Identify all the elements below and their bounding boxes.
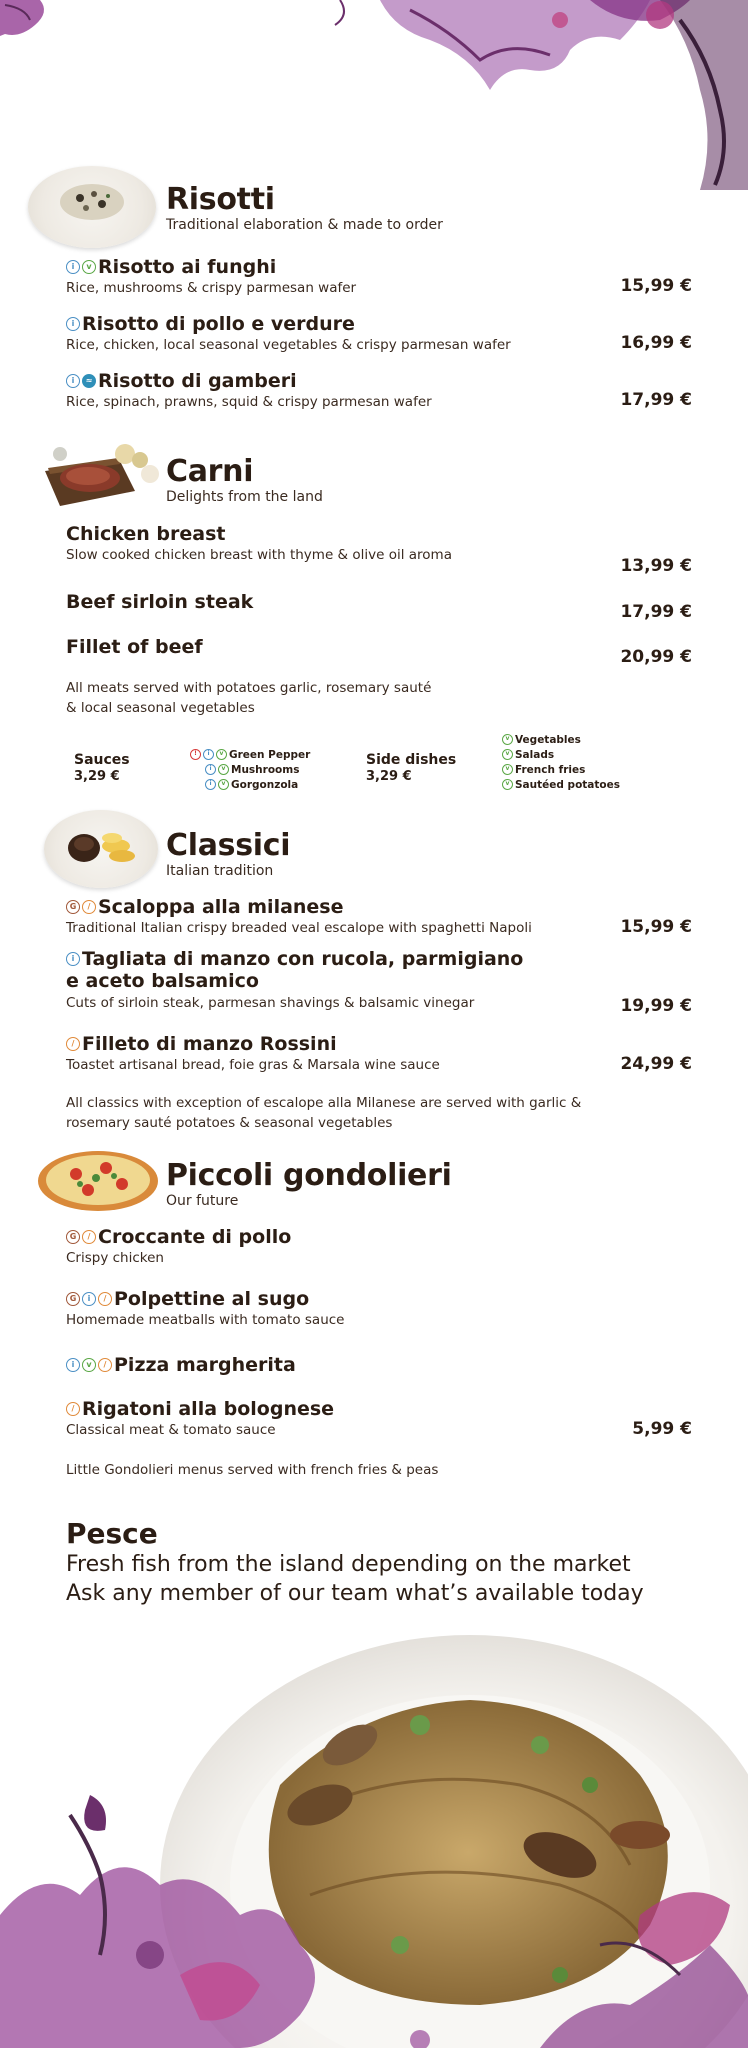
floral-decoration-top-left [0,0,60,45]
side-dishes-price: 3,29 € [366,769,412,784]
section-title-carni: Carni [166,454,254,489]
fish-dish-image [0,1615,748,2048]
vegetarian-icon: v [502,734,513,745]
note-line: All meats served with potatoes garlic, rosemary sauté [66,680,432,696]
side-item [502,747,620,762]
dairy-icon: i [82,1292,96,1306]
menu-item-fillet-beef: Fillet of beef [66,636,203,658]
section-title-risotti: Risotti [166,182,275,217]
section-title-classici: Classici [166,828,291,863]
vegetarian-icon: v [502,779,513,790]
carni-note [66,678,431,718]
side-item [502,762,620,777]
menu-item-beef-sirloin: Beef sirloin steak [66,591,254,613]
sauces-price: 3,29 € [74,769,120,784]
section-subtitle-carni: Delights from the land [166,489,323,505]
item-description: Classical meat & tomato sauce [66,1422,276,1438]
item-name: Croccante di pollo [98,1226,292,1248]
item-name-continued: e aceto balsamico [66,970,259,992]
pizza-image [36,1148,160,1214]
item-name: Risotto di pollo e verdure [82,313,355,335]
menu-item-tagliata [66,948,523,970]
section-subtitle-piccoli: Our future [166,1193,239,1209]
side-item [502,732,620,747]
item-price: 16,99 € [620,333,692,353]
note-line: rosemary sauté potatoes & seasonal vegetables [66,1115,393,1131]
menu-item-risotto-pollo [66,313,355,335]
sauce-item [190,747,310,762]
item-price: 24,99 € [620,1054,692,1074]
menu-item-risotto-funghi [66,256,276,278]
menu-item-risotto-gamberi [66,370,297,392]
side-item [502,777,620,792]
item-price: 20,99 € [620,647,692,667]
egg-icon: / [66,1037,80,1051]
pesce-line-2: Ask any member of our team what’s available today [66,1581,644,1606]
sauces-label: Sauces [74,752,130,768]
sauce-name: Gorgonzola [231,778,299,791]
classici-dish-image [44,810,158,888]
dairy-icon: i [205,764,216,775]
pesce-line-1: Fresh fish from the island depending on the market [66,1552,631,1577]
spicy-icon: ! [190,749,201,760]
item-description: Homemade meatballs with tomato sauce [66,1312,345,1328]
item-name: Risotto ai funghi [98,256,277,278]
menu-item-pizza-margherita [66,1354,296,1376]
gluten-icon: G [66,1230,80,1244]
item-price: 17,99 € [620,602,692,622]
steak-dish-image [40,436,166,516]
seafood-icon: ≈ [82,374,96,388]
item-price: 15,99 € [620,917,692,937]
sauce-item [190,762,310,777]
item-price: 19,99 € [620,996,692,1016]
piccoli-note: Little Gondolieri menus served with french fries & peas [66,1462,439,1478]
egg-icon: / [82,1230,96,1244]
item-name: Tagliata di manzo con rucola, parmigiano [82,948,524,970]
dairy-icon: i [205,779,216,790]
side-name: Salads [515,748,555,761]
note-line: All classics with exception of escalope alla Milanese are served with garlic & [66,1095,582,1111]
section-title-piccoli: Piccoli gondolieri [166,1158,452,1193]
item-price: 13,99 € [620,556,692,576]
item-price: 5,99 € [632,1419,692,1439]
floral-decoration-top-right [320,0,748,200]
dairy-icon: i [66,317,80,331]
vegetarian-icon: v [502,749,513,760]
item-description: Rice, mushrooms & crispy parmesan wafer [66,280,357,296]
egg-icon: / [98,1358,112,1372]
gluten-icon: G [66,900,80,914]
section-title-pesce: Pesce [66,1517,158,1550]
item-name: Pizza margherita [114,1354,296,1376]
menu-item-croccante [66,1226,291,1248]
menu-item-rigatoni [66,1398,334,1420]
item-description: Toastet artisanal bread, foie gras & Marsala wine sauce [66,1057,440,1073]
menu-item-filleto-rossini [66,1033,337,1055]
vegetarian-icon: v [82,260,96,274]
note-line: & local seasonal vegetables [66,700,255,716]
item-description: Traditional Italian crispy breaded veal escalope with spaghetti Napoli [66,920,532,936]
item-description: Rice, spinach, prawns, squid & crispy parmesan wafer [66,394,432,410]
sauces-list [190,747,310,792]
egg-icon: / [66,1402,80,1416]
vegetarian-icon: v [218,764,229,775]
item-description: Rice, chicken, local seasonal vegetables & crispy parmesan wafer [66,337,511,353]
item-name: Rigatoni alla bolognese [82,1398,335,1420]
section-subtitle-risotti: Traditional elaboration & made to order [166,217,443,233]
vegetarian-icon: v [502,764,513,775]
item-description: Slow cooked chicken breast with thyme & olive oil aroma [66,547,452,563]
side-name: Sautéed potatoes [515,778,620,791]
dairy-icon: i [203,749,214,760]
side-dishes-label: Side dishes [366,752,457,768]
dairy-icon: i [66,260,80,274]
side-name: Vegetables [515,733,581,746]
item-name: Scaloppa alla milanese [98,896,344,918]
menu-item-scaloppa [66,896,344,918]
egg-icon: / [82,900,96,914]
vegetarian-icon: v [218,779,229,790]
classici-note [66,1093,581,1133]
menu-item-polpettine [66,1288,309,1310]
item-description: Crispy chicken [66,1250,164,1266]
dairy-icon: i [66,374,80,388]
dairy-icon: i [66,952,80,966]
vegetarian-icon: v [216,749,227,760]
item-name: Polpettine al sugo [114,1288,310,1310]
gluten-icon: G [66,1292,80,1306]
egg-icon: / [98,1292,112,1306]
item-name: Risotto di gamberi [98,370,297,392]
risotto-dish-image [28,166,156,248]
vegetarian-icon: v [82,1358,96,1372]
dairy-icon: i [66,1358,80,1372]
side-name: French fries [515,763,586,776]
section-subtitle-classici: Italian tradition [166,863,274,879]
sauce-name: Green Pepper [229,748,311,761]
item-name: Filleto di manzo Rossini [82,1033,337,1055]
sauce-item [190,777,310,792]
menu-item-chicken-breast: Chicken breast [66,523,226,545]
sauce-name: Mushrooms [231,763,300,776]
item-price: 15,99 € [620,276,692,296]
side-dishes-list [502,732,620,792]
item-price: 17,99 € [620,390,692,410]
item-description: Cuts of sirloin steak, parmesan shavings & balsamic vinegar [66,995,475,1011]
